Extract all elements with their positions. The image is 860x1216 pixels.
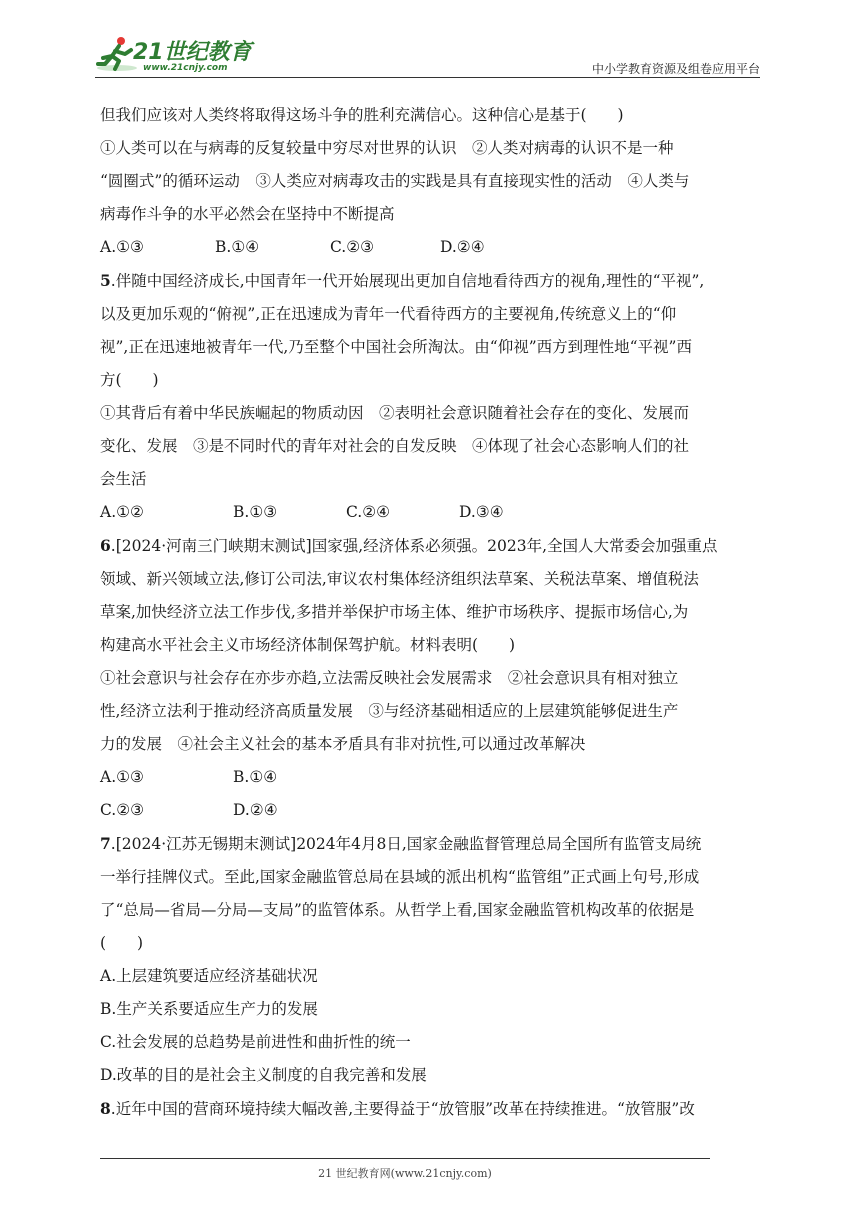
q4-option-d: D.②④ — [440, 238, 485, 256]
q6-line-3: 草案,加快经济立法工作步伐,多措并举保护市场主体、维护市场秩序、提振市场信心,为 — [100, 603, 689, 621]
q4-option-c: C.②③ — [330, 238, 375, 256]
question-4 — [100, 99, 765, 264]
footer-divider — [100, 1158, 710, 1159]
q5-number: 5 — [100, 271, 111, 290]
q6-line-6: 性,经济立法利于推动经济高质量发展 ③与经济基础相适应的上层建筑能够促进生产 — [100, 702, 679, 720]
q6-line-2: 领域、新兴领域立法,修订公司法,审议农村集体经济组织法草案、关税法草案、增值税法 — [100, 570, 699, 588]
q7-line-2: 一举行挂牌仪式。至此,国家金融监管总局在县域的派出机构“监管组”正式画上句号,形成 — [100, 868, 700, 886]
question-8 — [100, 1092, 765, 1126]
q5-line-4: 方( ) — [100, 371, 159, 389]
q7-number: 7 — [100, 834, 111, 853]
q7-option-b: B.生产关系要适应生产力的发展 — [100, 1000, 318, 1018]
q6-options-row-1 — [100, 761, 765, 794]
q6-option-d: D.②④ — [233, 801, 278, 819]
q5-option-b: B.①③ — [233, 503, 278, 521]
q6-line-4: 构建高水平社会主义市场经济体制保驾护航。材料表明( ) — [100, 636, 516, 654]
question-6 — [100, 529, 765, 827]
q7-option-a: A.上层建筑要适应经济基础状况 — [100, 967, 318, 985]
q5-line-2: 以及更加乐观的“俯视”,正在迅速成为青年一代看待西方的主要视角,传统意义上的“仰 — [100, 305, 677, 323]
q8-line-1: 8.近年中国的营商环境持续大幅改善,主要得益于“放管服”改革在持续推进。“放管服”改 — [100, 1099, 695, 1118]
q6-options-row-2 — [100, 794, 765, 827]
q6-option-c: C.②③ — [100, 801, 145, 819]
q7-line-4: ( ) — [100, 934, 144, 952]
q6-option-a: A.①③ — [100, 768, 144, 786]
site-logo — [95, 34, 265, 78]
q4-stem-tail: 但我们应该对人类终将取得这场斗争的胜利充满信心。这种信心是基于( ) — [100, 106, 624, 124]
q4-line-2: “圆圈式”的循环运动 ③人类应对病毒攻击的实践是具有直接现实性的活动 ④人类与 — [100, 172, 690, 190]
page-footer — [0, 1165, 860, 1181]
q5-line-6: 变化、发展 ③是不同时代的青年对社会的自发反映 ④体现了社会心态影响人们的社 — [100, 437, 690, 455]
q7-option-c: C.社会发展的总趋势是前进性和曲折性的统一 — [100, 1033, 411, 1051]
q4-options — [100, 231, 765, 264]
logo-url: www.21cnjy.com — [143, 63, 228, 73]
footer-text: 21 世纪教育网(www.21cnjy.com) — [318, 1167, 492, 1180]
q4-line-1: ①人类可以在与病毒的反复较量中穷尽对世界的认识 ②人类对病毒的认识不是一种 — [100, 139, 674, 157]
q7-option-d: D.改革的目的是社会主义制度的自我完善和发展 — [100, 1066, 427, 1084]
q4-line-3: 病毒作斗争的水平必然会在坚持中不断提高 — [100, 205, 395, 223]
q5-line-5: ①其背后有着中华民族崛起的物质动因 ②表明社会意识随着社会存在的变化、发展而 — [100, 404, 690, 422]
q4-option-b: B.①④ — [215, 238, 260, 256]
logo-text: 21世纪教育 — [133, 40, 252, 65]
q5-option-c: C.②④ — [346, 503, 391, 521]
q5-line-7: 会生活 — [100, 470, 147, 488]
q5-options — [100, 496, 765, 529]
q6-option-b: B.①④ — [233, 768, 278, 786]
q6-number: 6 — [100, 536, 111, 555]
q7-line-1: 7.[2024·江苏无锡期末测试]2024年4月8日,国家金融监督管理总局全国所有监管支局统 — [100, 834, 702, 853]
q4-option-a: A.①③ — [100, 238, 144, 256]
platform-name: 中小学教育资源及组卷应用平台 — [591, 62, 760, 76]
question-7 — [100, 827, 765, 1092]
q5-option-d: D.③④ — [459, 503, 504, 521]
page-header — [0, 0, 860, 80]
q6-line-7: 力的发展 ④社会主义社会的基本矛盾具有非对抗性,可以通过改革解决 — [100, 735, 586, 753]
question-5 — [100, 264, 765, 529]
q8-number: 8 — [100, 1099, 111, 1118]
q6-line-5: ①社会意识与社会存在亦步亦趋,立法需反映社会发展需求 ②社会意识具有相对独立 — [100, 669, 679, 687]
q5-line-1: 5.伴随中国经济成长,中国青年一代开始展现出更加自信地看待西方的视角,理性的“平视”, — [100, 271, 705, 290]
q5-option-a: A.①② — [100, 503, 144, 521]
document-body — [100, 99, 765, 1126]
header-divider — [95, 77, 760, 78]
q5-line-3: 视”,正在迅速地被青年一代,乃至整个中国社会所淘汰。由“仰视”西方到理性地“平视”西 — [100, 338, 692, 356]
q6-line-1: 6.[2024·河南三门峡期末测试]国家强,经济体系必须强。2023年,全国人大常委会加强重点 — [100, 536, 718, 555]
q7-line-3: 了“总局—省局—分局—支局”的监管体系。从哲学上看,国家金融监管机构改革的依据是 — [100, 901, 695, 919]
